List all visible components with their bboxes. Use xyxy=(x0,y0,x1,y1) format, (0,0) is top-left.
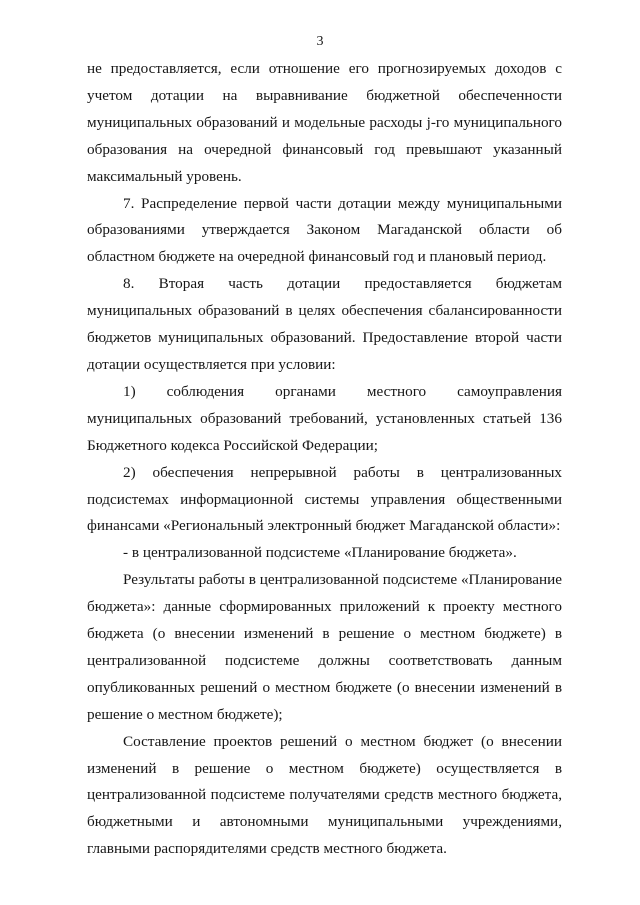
paragraph-condition-2: 2) обеспечения непрерывной работы в централизованных подсистемах информационной системы управления общественными финансами «Региональный электронный бюджет Магаданской области»: xyxy=(87,463,562,535)
paragraph-drafting: Составление проектов решений о местном бюджет (о внесении изменений в решение о местном бюджете) осуществляется в централизованной подсистеме получателями средств местного бюджета, бюджетными и автономными муниципальными учреждениями, главными распорядителями средств местного бюджета. xyxy=(87,732,562,858)
paragraph-condition-1: 1) соблюдения органами местного самоуправления муниципальных образований требований, установленных статьей 136 Бюджетного кодекса Российской Федерации; xyxy=(87,382,562,454)
paragraph-item-7: 7. Распределение первой части дотации между муниципальными образованиями утверждается Законом Магаданской области об областном бюджете на очередной финансовый год и плановый период. xyxy=(87,194,562,266)
paragraph-continuation: не предоставляется, если отношение его прогнозируемых доходов с учетом дотации на выравнивание бюджетной обеспеченности муниципальных образований и модельные расходы j-го муниципального образования на очередной финансовый год превышают указанный максимальный уровень. xyxy=(87,60,562,185)
document-body xyxy=(87,56,562,863)
paragraph-item-8: 8. Вторая часть дотации предоставляется бюджетам муниципальных образований в целях обеспечения сбалансированности бюджетов муниципальных образований. Предоставление второй части дотации осуществляется при условии: xyxy=(87,275,562,373)
paragraph-subsystem-item: - в централизованной подсистеме «Планирование бюджета». xyxy=(123,544,517,562)
paragraph-results: Результаты работы в централизованной подсистеме «Планирование бюджета»: данные сформированных приложений к проекту местного бюджета (о внесении изменений в решение о местном бюджете) в централизованной подсистеме должны соответствовать данным опубликованных решений о местном бюджете (о внесении изменений в решение о местном бюджете); xyxy=(87,571,562,723)
page-number: 3 xyxy=(316,34,324,49)
